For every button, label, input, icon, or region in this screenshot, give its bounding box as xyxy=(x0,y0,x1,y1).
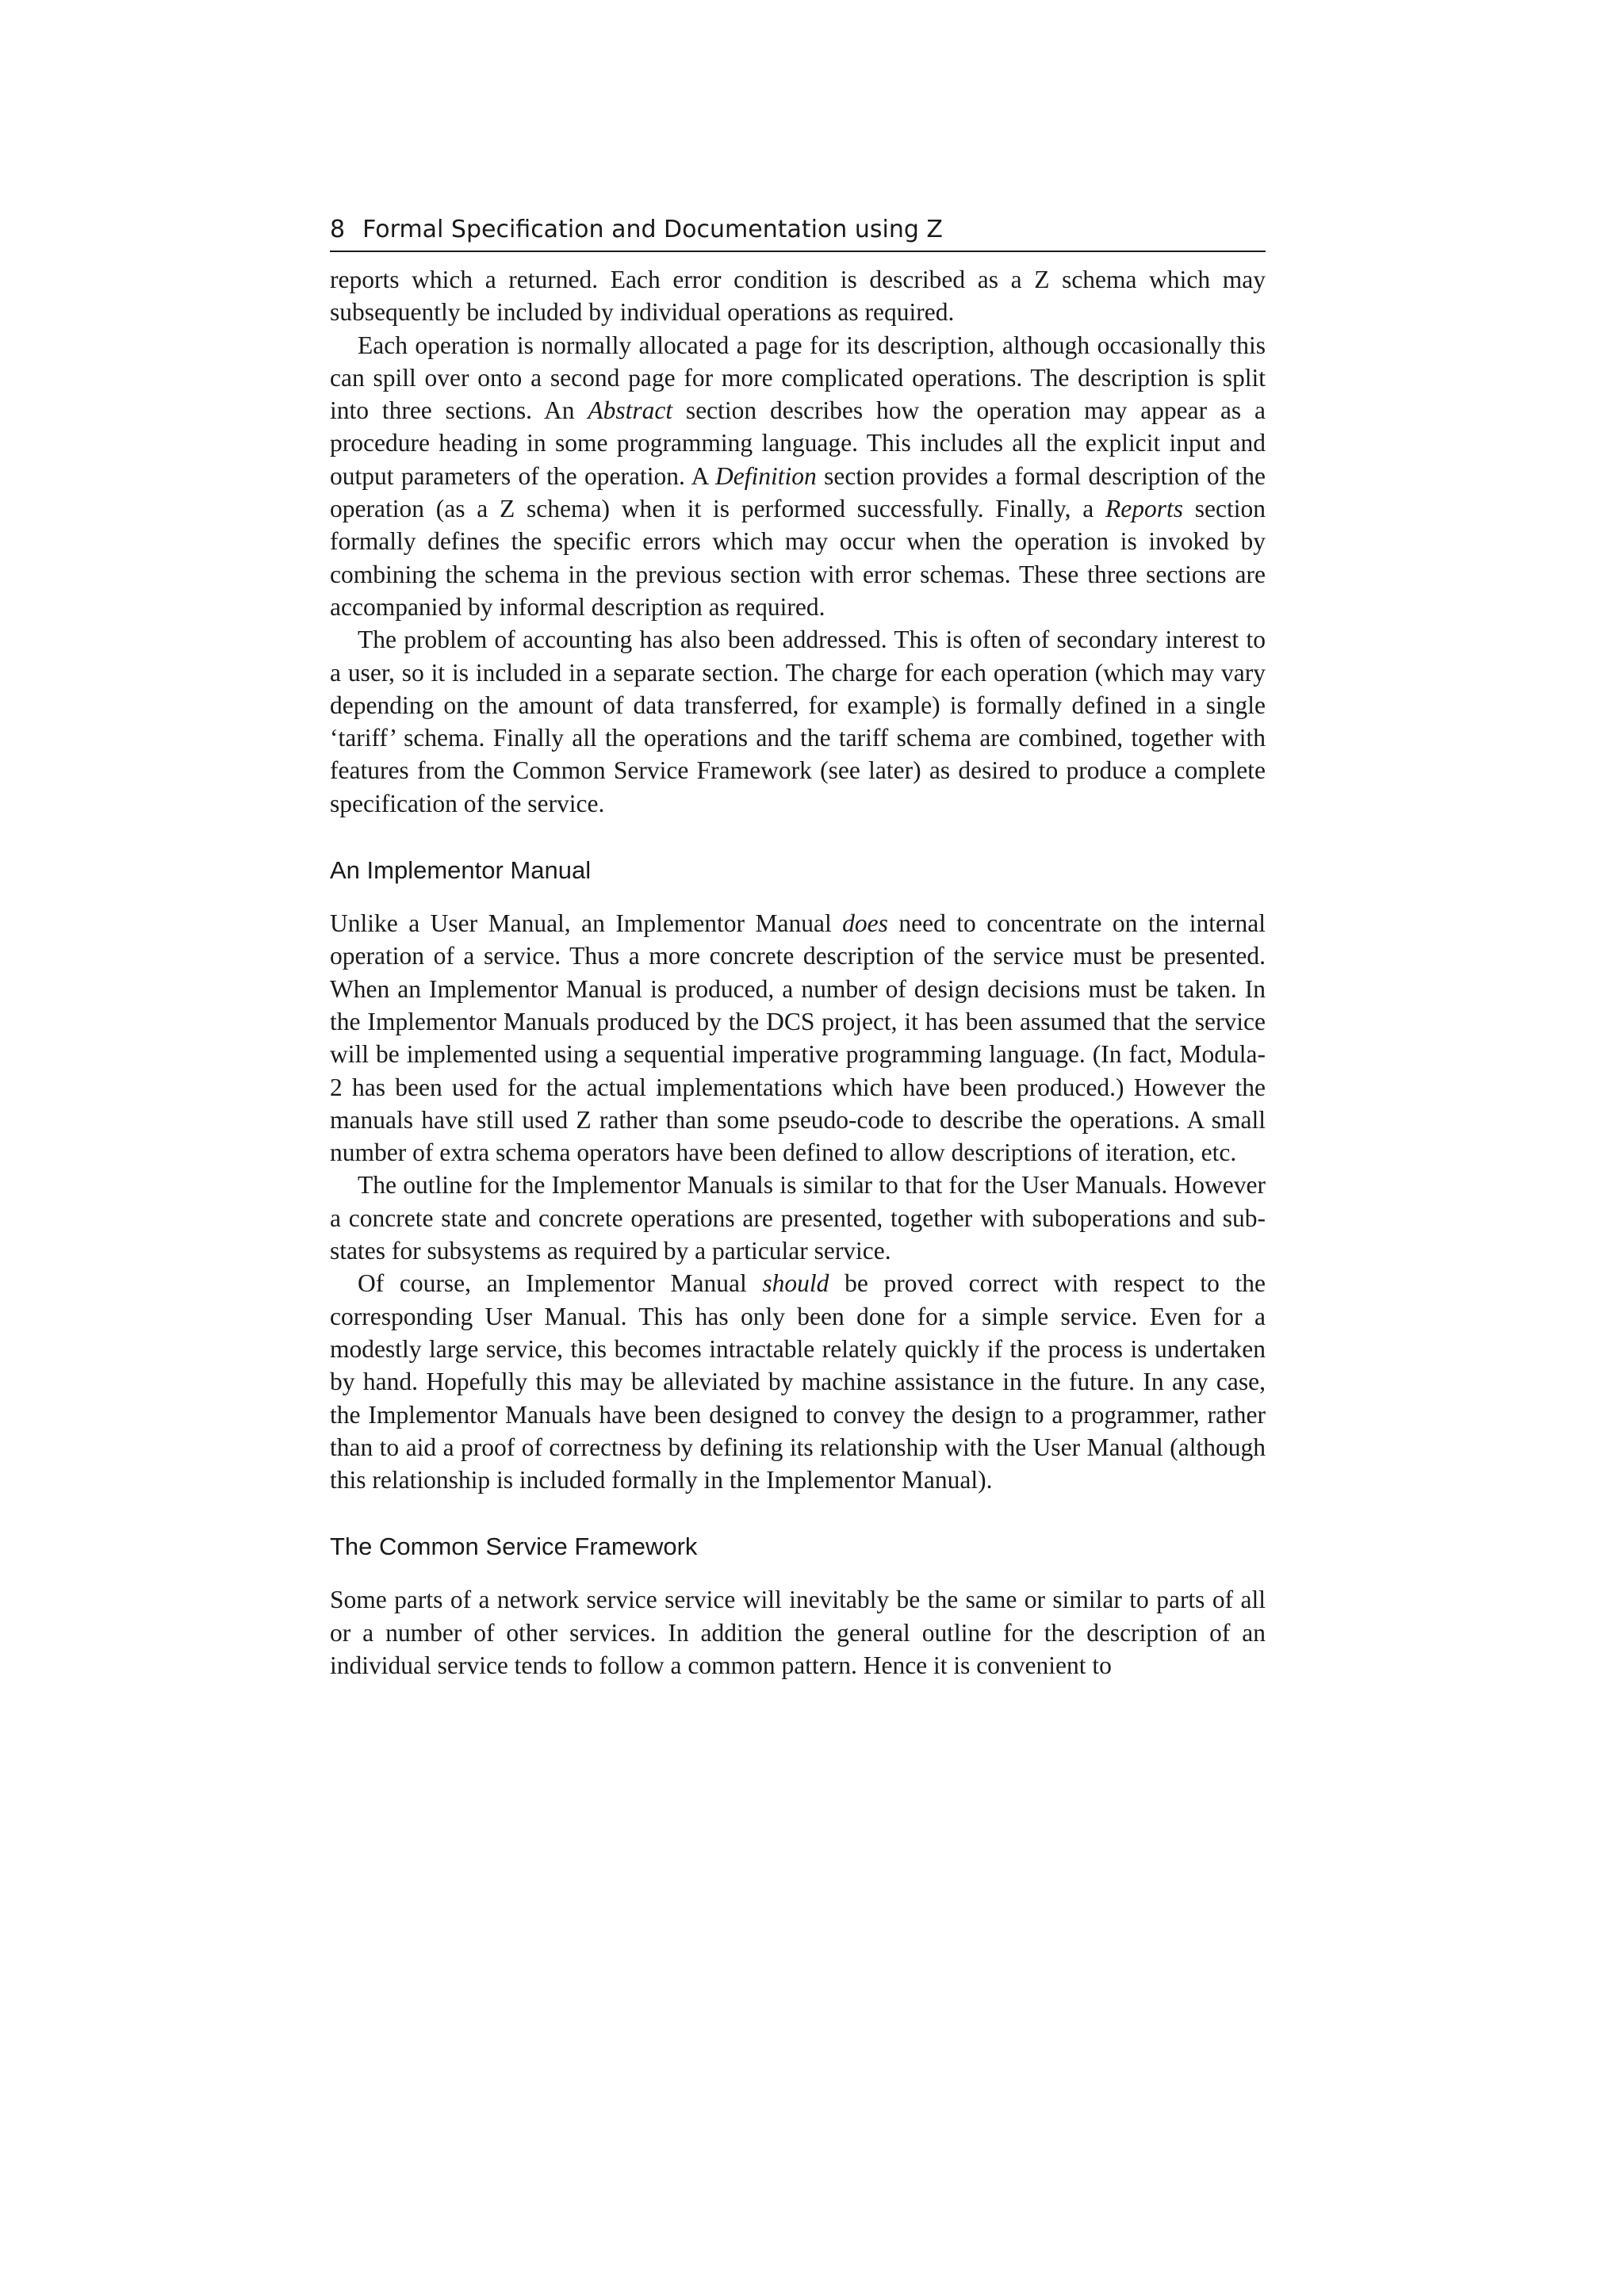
heading-implementor-manual: An Implementor Manual xyxy=(330,856,592,885)
paragraph-implementor-outline: The outline for the Implementor Manuals is similar to that for the User Manuals. However a concrete state and concrete operations are presented, together with suboperations and sub-states for subsystems as required by a particular service. xyxy=(330,1171,1266,1265)
paragraph-implementor-intro xyxy=(330,907,1266,1169)
text-span: Each operation is normally allocated a page for its description, although occasionally this can spill over onto a second page for more complicated operations. The description is split into three sections. An xyxy=(330,331,1266,425)
emphasis-abstract: Abstract xyxy=(588,396,673,425)
emphasis-reports: Reports xyxy=(1105,495,1183,523)
heading-common-service-framework: The Common Service Framework xyxy=(330,1533,698,1561)
text-span: section formally defines the specific errors which may occur when the operation is invoked by combining the schema in the previous section with error schemas. These three sections are accompanied by informal description as required. xyxy=(330,495,1266,621)
text-span: Unlike a User Manual, an Implementor Manual xyxy=(330,909,843,938)
paragraph-accounting: The problem of accounting has also been addressed. This is often of secondary interest to a user, so it is included in a separate section. The charge for each operation (which may vary depending on the amount of data transferred, for example) is formally defined in a single ‘tariff’ schema. Finally all the operations and the tariff schema are combined, together with features from the Common Service Framework (see later) as desired to produce a complete specification of the service. xyxy=(330,626,1266,817)
text-span: section provides a formal description of the operation (as a Z schema) when it is performed successfully. Finally, a xyxy=(330,461,1266,523)
text-span: need to concentrate on the internal operation of a service. Thus a more concrete description of the service must be presented. When an Implementor Manual is produced, a number of design decisions must be taken. In the Implementor Manuals produced by the DCS project, it has been assumed that the service will be implemented using a sequential imperative programming language. (In fact, Modula-2 has been used for the actual implementations which have been produced.) However the manuals have still used Z rather than some pseudo-code to describe the operations. A small number of extra schema operators have been defined to allow descriptions of iteration, etc. xyxy=(330,909,1266,1167)
emphasis-should: should xyxy=(762,1269,829,1298)
paragraph-common-framework: Some parts of a network service service will inevitably be the same or similar to parts of all or a number of other services. In addition the general outline for the description of an individual service tends to follow a common pattern. Hence it is convenient to xyxy=(330,1586,1266,1679)
running-title: Formal Specification and Documentation using Z xyxy=(362,216,943,243)
document-page xyxy=(330,212,1266,1682)
paragraph-operation-sections xyxy=(330,329,1266,624)
text-span: Of course, an Implementor Manual xyxy=(358,1269,763,1298)
running-header xyxy=(330,212,1266,252)
emphasis-does: does xyxy=(842,909,888,938)
page-number: 8 xyxy=(330,216,346,243)
text-span: be proved correct with respect to the corresponding User Manual. This has only been done for a simple service. Even for a modestly large service, this becomes intractable relately quickly if the process is undertaken by hand. Hopefully this may be alleviated by machine assistance in the future. In any case, the Implementor Manuals have been designed to convey the design to a programmer, rather than to aid a proof of correctness by defining its relationship with the User Manual (although this relationship is included formally in the Implementor Manual). xyxy=(330,1269,1266,1494)
paragraph-error-reports: reports which a returned. Each error condition is described as a Z schema which may subsequently be included by individual operations as required. xyxy=(330,266,1266,327)
emphasis-definition: Definition xyxy=(715,461,817,490)
paragraph-correctness xyxy=(330,1267,1266,1496)
text-span: section describes how the operation may appear as a procedure heading in some programming language. This includes all the explicit input and output parameters of the operation. A xyxy=(330,396,1266,490)
